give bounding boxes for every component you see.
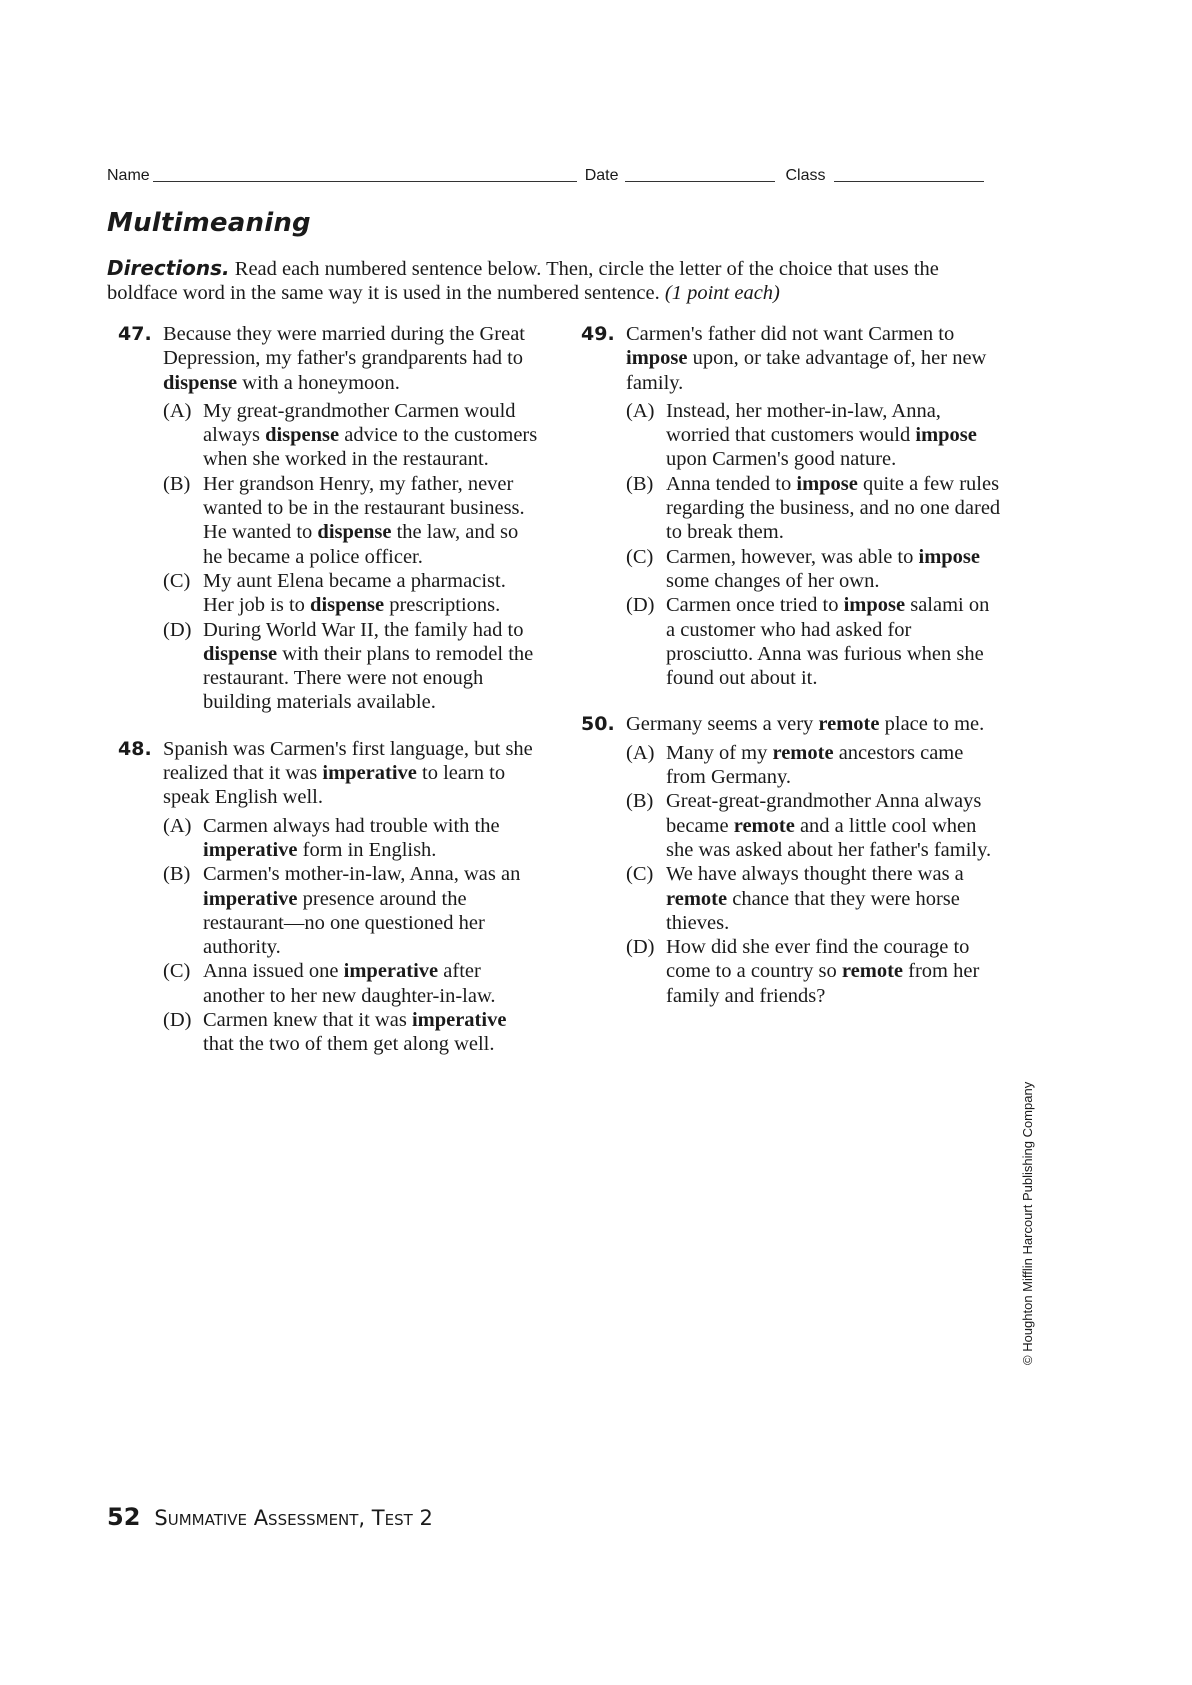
boldface-word: dispense bbox=[265, 424, 340, 447]
text-run: the law, and so he became a police officer. bbox=[203, 521, 519, 568]
text-run: prescriptions. bbox=[384, 594, 501, 617]
directions bbox=[107, 256, 997, 305]
choice-text bbox=[203, 570, 506, 616]
text-run: Anna tended to bbox=[666, 472, 797, 495]
boldface-word: impose bbox=[796, 472, 858, 495]
choice-text bbox=[203, 815, 500, 861]
points-note: (1 point each) bbox=[664, 282, 780, 304]
text-run: ancestors came from Germany. bbox=[666, 741, 964, 789]
choice-letter: (C) bbox=[626, 863, 654, 886]
boldface-word: impose bbox=[918, 545, 980, 568]
boldface-word: imperative bbox=[203, 838, 298, 861]
answer-choice[interactable] bbox=[163, 814, 538, 863]
text-run: with a honeymoon. bbox=[237, 371, 400, 394]
date-label: Date bbox=[584, 167, 619, 184]
choice-letter: (C) bbox=[626, 545, 654, 568]
directions-label: Directions. bbox=[107, 256, 230, 280]
text-run: Carmen, however, was able to bbox=[666, 545, 919, 568]
boldface-word: impose bbox=[915, 424, 977, 447]
text-run: Carmen knew that it was bbox=[203, 1009, 412, 1032]
text-run: place to me. bbox=[879, 713, 985, 736]
text-run: Great-great-grandmother Anna always became bbox=[666, 790, 982, 837]
boldface-word: imperative bbox=[203, 887, 298, 910]
choice-letter: (D) bbox=[163, 618, 192, 641]
copyright-notice: © Houghton Mifflin Harcourt Publishing Company bbox=[1020, 1081, 1035, 1365]
boldface-word: impose bbox=[626, 347, 688, 370]
choice-letter: (B) bbox=[626, 472, 654, 495]
name-blank bbox=[153, 167, 577, 182]
question-stem bbox=[163, 322, 538, 395]
text-run: Carmen once tried to bbox=[666, 594, 844, 617]
choice-text bbox=[666, 863, 964, 934]
choice-letter: (A) bbox=[626, 399, 655, 422]
text-run: form in English. bbox=[297, 838, 437, 861]
answer-choice[interactable] bbox=[163, 472, 538, 569]
boldface-word: remote bbox=[733, 814, 795, 837]
page-footer bbox=[107, 1503, 433, 1531]
left-column bbox=[118, 322, 538, 1057]
text-run: after another to her new daughter-in-law. bbox=[203, 960, 496, 1007]
boldface-word: remote bbox=[666, 887, 728, 910]
boldface-word: dispense bbox=[163, 371, 238, 394]
question-47 bbox=[118, 322, 538, 715]
answer-choices bbox=[163, 399, 538, 715]
answer-choice[interactable] bbox=[163, 862, 538, 959]
boldface-word: remote bbox=[818, 713, 880, 736]
answer-choice[interactable] bbox=[626, 862, 1001, 935]
boldface-word: dispense bbox=[203, 642, 278, 665]
text-run: advice to the customers when she worked in the restaurant. bbox=[203, 424, 538, 471]
text-run: Her grandson Henry, my father, never wanted to be in the restaurant business. He wanted to bbox=[203, 472, 525, 544]
answer-choice[interactable] bbox=[163, 959, 538, 1008]
choice-text bbox=[666, 546, 980, 592]
question-stem bbox=[626, 322, 1001, 395]
text-run: Instead, her mother-in-law, Anna, worried that customers would bbox=[666, 399, 941, 447]
boldface-word: imperative bbox=[322, 762, 417, 785]
choice-text bbox=[203, 400, 537, 471]
text-run: Carmen always had trouble with the bbox=[203, 814, 500, 837]
answer-choice[interactable] bbox=[163, 399, 538, 472]
answer-choices bbox=[626, 741, 1001, 1008]
answer-choices bbox=[626, 399, 1001, 691]
choice-letter: (B) bbox=[163, 472, 191, 495]
boldface-word: dispense bbox=[310, 594, 385, 617]
text-run: upon, or take advantage of, her new family. bbox=[626, 347, 987, 394]
question-number: 50. bbox=[581, 713, 615, 736]
choice-letter: (A) bbox=[163, 399, 192, 422]
boldface-word: remote bbox=[841, 960, 904, 983]
name-label: Name bbox=[107, 167, 150, 184]
question-49 bbox=[581, 322, 1001, 690]
class-label: Class bbox=[785, 167, 826, 184]
choice-text bbox=[666, 742, 963, 788]
choice-text bbox=[666, 473, 1000, 544]
choice-text bbox=[203, 863, 520, 958]
choice-text bbox=[666, 594, 989, 689]
answer-choice[interactable] bbox=[163, 1008, 538, 1057]
boldface-word: imperative bbox=[343, 960, 439, 983]
page-footer-label: Summative Assessment, Test 2 bbox=[154, 1506, 433, 1530]
question-50 bbox=[581, 712, 1001, 1008]
answer-choice[interactable] bbox=[626, 593, 1001, 690]
choice-text bbox=[666, 400, 977, 471]
page-number: 52 bbox=[107, 1503, 141, 1531]
text-run: some changes of her own. bbox=[666, 569, 880, 592]
choice-text bbox=[203, 473, 525, 568]
choice-letter: (D) bbox=[163, 1009, 192, 1032]
text-run: from her family and friends? bbox=[666, 960, 980, 1007]
answer-choice[interactable] bbox=[163, 569, 538, 618]
text-run: quite a few rules regarding the business, and no one dared to break them. bbox=[666, 472, 1001, 544]
question-stem bbox=[626, 712, 1001, 736]
text-run: Because they were married during the Great Depression, my father's grandparents had to bbox=[163, 323, 526, 370]
answer-choice[interactable] bbox=[626, 789, 1001, 862]
text-run: Carmen's father did not want Carmen to bbox=[626, 323, 955, 345]
choice-text bbox=[666, 936, 979, 1007]
text-run: that the two of them get along well. bbox=[203, 1033, 495, 1056]
choice-letter: (B) bbox=[626, 790, 654, 813]
choice-text bbox=[203, 1009, 506, 1055]
answer-choice[interactable] bbox=[626, 935, 1001, 1008]
answer-choice[interactable] bbox=[163, 618, 538, 715]
text-run: presence around the restaurant—no one questioned her authority. bbox=[203, 887, 485, 959]
text-run: My great-grandmother Carmen would always bbox=[203, 399, 516, 447]
text-run: chance that they were horse thieves. bbox=[666, 887, 960, 934]
choice-text bbox=[666, 790, 991, 861]
choice-letter: (D) bbox=[626, 936, 655, 959]
right-column bbox=[581, 322, 1001, 1008]
date-blank bbox=[625, 167, 775, 182]
student-info-line bbox=[107, 161, 987, 185]
answer-choice[interactable] bbox=[626, 399, 1001, 472]
text-run: We have always thought there was a bbox=[666, 863, 964, 886]
text-run: Spanish was Carmen's first language, but she realized that it was bbox=[163, 737, 533, 785]
choice-letter: (A) bbox=[163, 814, 192, 837]
question-48 bbox=[118, 737, 538, 1057]
class-blank bbox=[834, 167, 984, 182]
text-run: salami on a customer who had asked for prosciutto. Anna was furious when she found out about it. bbox=[666, 594, 990, 690]
boldface-word: remote bbox=[772, 741, 834, 764]
choice-letter: (C) bbox=[163, 960, 191, 983]
answer-choice[interactable] bbox=[626, 545, 1001, 594]
question-number: 49. bbox=[581, 323, 615, 345]
text-run: with their plans to remodel the restaurant. There were not enough building materials available. bbox=[203, 642, 534, 714]
text-run: to learn to speak English well. bbox=[163, 762, 506, 809]
answer-choice[interactable] bbox=[626, 741, 1001, 790]
choice-letter: (B) bbox=[163, 863, 191, 886]
directions-text: Read each numbered sentence below. Then, circle the letter of the choice that uses the boldface word in the same way it is used in the numbered sentence. bbox=[107, 258, 939, 304]
choice-letter: (D) bbox=[626, 594, 655, 617]
question-stem bbox=[163, 737, 538, 810]
boldface-word: dispense bbox=[317, 521, 392, 544]
choice-text bbox=[203, 619, 533, 714]
text-run: Germany seems a very bbox=[626, 713, 819, 736]
text-run: Anna issued one bbox=[203, 960, 344, 983]
text-run: My aunt Elena became a pharmacist. Her job is to bbox=[203, 569, 506, 617]
question-number: 48. bbox=[118, 737, 152, 760]
text-run: Carmen's mother-in-law, Anna, was an bbox=[203, 863, 521, 886]
choice-letter: (A) bbox=[626, 741, 655, 764]
choice-text bbox=[203, 960, 496, 1006]
text-run: During World War II, the family had to bbox=[203, 618, 524, 641]
boldface-word: impose bbox=[843, 594, 906, 617]
text-run: Many of my bbox=[666, 741, 773, 764]
text-run: How did she ever find the courage to come to a country so bbox=[666, 936, 970, 983]
choice-letter: (C) bbox=[163, 569, 191, 592]
answer-choices bbox=[163, 814, 538, 1057]
question-number: 47. bbox=[118, 323, 152, 345]
boldface-word: imperative bbox=[411, 1009, 507, 1032]
text-run: and a little cool when she was asked about her father's family. bbox=[666, 814, 992, 861]
section-title: Multimeaning bbox=[107, 208, 311, 238]
answer-choice[interactable] bbox=[626, 472, 1001, 545]
text-run: upon Carmen's good nature. bbox=[666, 448, 897, 471]
